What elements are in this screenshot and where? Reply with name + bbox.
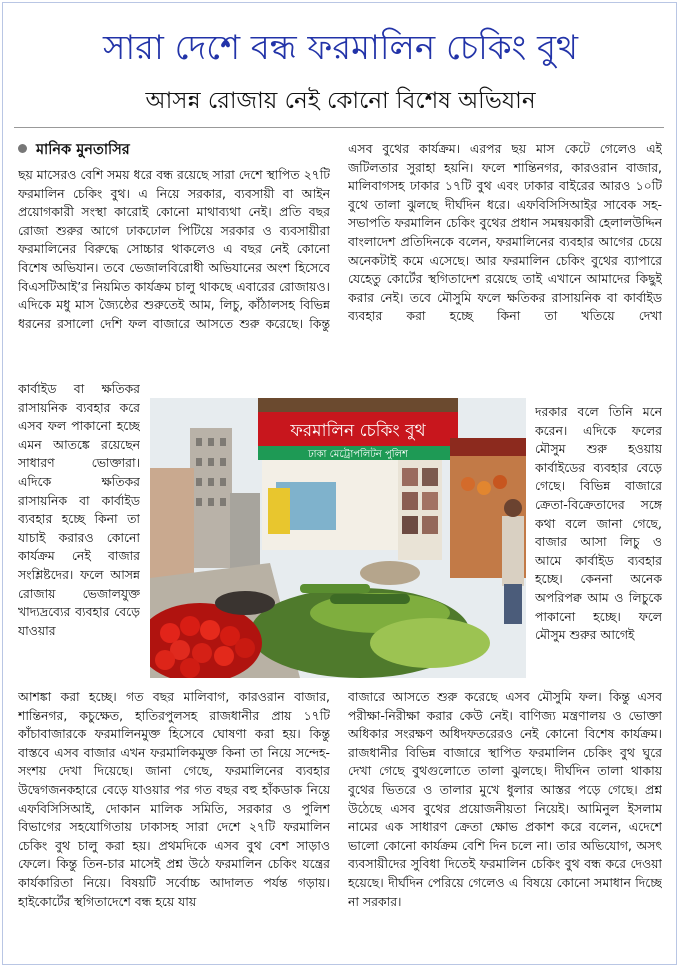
divider [14, 127, 664, 128]
booth-subsign: ঢাকা মেট্রোপলিটন পুলিশ [308, 449, 408, 460]
paragraph-5: দরকার বলে তিনি মনে করেন। এদিকে ফলের মৌসুম শুরু হওয়ায় কার্বাইডের ব্যবহার বেড়ে গেছে। বিভিন্ন বাজারে ক্রেতা-বিক্রেতাদের সঙ্গে কথা বলে জানা গেছে, বাজার আসা লিচু ও আমে কার্বাইড ব্যবহার হচ্ছে। কেননা অনেক অপরিপক্ব আম ও লিচুকে পাকানো হচ্ছে। ফলে মৌসুম শুরুর আগেই [535, 404, 662, 643]
paragraph-4: এসব বুথের কার্যক্রম। এরপর ছয় মাস কেটে গেলেও এই জটিলতার সুরাহা হয়নি। ফলে শান্তিনগর, কারওরান বাজার, মালিবাগসহ ঢাকার ১৭টি বুথ এবং ঢাকার বাইরের আরও ১০টি বুথে তালা ঝুলছে দীর্ঘদিন ধরে। এফবিসিসিআইর সাবেক সহ-সভাপতি ফরমালিন চেকিং বুথের প্রধান সমন্বয়কারী হেলালউদ্দিন বাংলাদেশ প্রতিদিনকে বলেন, ফরমালিনের ব্যবহার আগের চেয়ে অনেকটাই কমে এসেছে। আর ফরমালিন চেকিং বুথের ব্যাপারে যেহেতু কোর্টের স্থগিতাদেশ রয়েছে তাই এখানে আমাদের কিছুই করার নেই। তবে মৌসুমি ফলে ক্ষতিকর রাসায়নিক বা কার্বাইড ব্যবহার করা হচ্ছে কিনা তা খতিয়ে দেখা [348, 141, 662, 324]
subheadline: আসন্ন রোজায় নেই কোনো বিশেষ অভিযান [145, 88, 536, 114]
author-name: মানিক মুনতাসির [36, 142, 130, 158]
byline [18, 140, 130, 160]
news-photo [150, 398, 526, 678]
paragraph-1: ছয় মাসেরও বেশি সময় ধরে বন্ধ রয়েছে সারা দেশে স্থাপিত ২৭টি ফরমালিন চেকিং বুথ। এ নিয়ে সরকার, ব্যবসায়ী বা আইন প্রয়োগকারী সংস্থা কারোই কোনো মাথাব্যথা নেই। প্রতি বছর রোজা শুরুর আগে ঢাকঢোল পিটিয়ে সরকার ও ব্যবসায়ীরা ফরমালিনের বিরুদ্ধে সোচ্চার থাকলেও এ বছর নেই কোনো বিশেষ অভিযান। তবে ভেজালবিরোধী অভিযানের অংশ হিসেবে বিএসটিআই’র নিয়মিত কার্যক্রম চালু থাকছে এবারের রোজায়ও। এদিকে মধু মাস জ্যৈষ্ঠের শুরুতেই আম, লিচু, কাঁঠালসহ বিভিন্ন ধরনের রসালো দেশি ফল বাজারে আসতে শুরু করেছে। কিন্তু [18, 167, 330, 331]
paragraph-2: কার্বাইড বা ক্ষতিকর রাসায়নিক ব্যবহার করে এসব ফল পাকানো হচ্ছে এমন আতঙ্কে রয়েছেন সাধারণ ভোক্তারা। এদিকে ক্ষতিকর রাসায়নিক বা কার্বাইড ব্যবহার হচ্ছে কিনা তা যাচাই করারও কোনো কার্যক্রম নেই বাজার সংশ্লিষ্টদের। ফলে আসন্ন রোজায় ভেজালযুক্ত খাদ্যদ্রব্যের ব্যবহার বেড়ে যাওয়ার [18, 381, 140, 638]
paragraph-6: বাজারে আসতে শুরু করেছে এসব মৌসুমি ফল। কিন্তু এসব পরীক্ষা-নিরীক্ষা করার কেউ নেই। বাণিজ্য মন্ত্রণালয় ও ভোক্তা অধিকার সংরক্ষণ অধিদফতরেরও নেই কোনো বিশেষ কার্যক্রম। রাজধানীর বিভিন্ন বাজারে স্থাপিত ফরমালিন চেকিং বুথ ঘুরে দেখা গেছে বুথগুলোতে তালা ঝুলছে। দীর্ঘদিন তালা থাকায় বুথের ভিতরে ও তালার মুখে ধুলার আস্তর পড়ে গেছে। প্রশ্ন উঠেছে এসব বুথের প্রয়োজনীয়তা নিয়েই। আমিনুল ইসলাম নামের এক সাধারণ ক্রেতা ক্ষোভ প্রকাশ করে বলেন, এদেশে ভালো কোনো কার্যক্রম বেশি দিন চলে না। তার অভিযোগ, অসৎ ব্যবসায়ীদের সুবিধা দিতেই ফরমালিন চেকিং বুথ বন্ধ করে দেওয়া হয়েছে। দীর্ঘদিন পেরিয়ে গেলেও এ বিষয়ে কোনো সমাধান দিচ্ছে না সরকার। [348, 689, 662, 909]
paragraph-3: আশঙ্কা করা হচ্ছে। গত বছর মালিবাগ, কারওরান বাজার, শান্তিনগর, কচুক্ষেত, হাতিরপুলসহ রাজধানীর প্রায় ১৭টি কাঁচাবাজারকে ফরমালিনমুক্ত হিসেবে ঘোষণা করা হয়। কিন্তু বাস্তবে এসব বাজার এখন ফরমালিকমুক্ত কিনা তা নিয়ে সন্দেহ-সংশয় দেখা দিয়েছে। জানা গেছে, ফরমালিনের ব্যবহার উদ্বেগজনকহারে বেড়ে যাওয়ার পর গত বছর বহু হাঁকডাক নিয়ে এফবিসিসিআই, দোকান মালিক সমিতি, সরকার ও পুলিশ বিভাগের সহযোগিতায় ঢাকাসহ সারা দেশে ২৭টি ফরমালিন চেকিং বুথ চালু করা হয়। প্রথমদিকে এসব বুথ বেশ সাড়াও ফেলে। কিন্তু তিন-চার মাসেই প্রশ্ন উঠে ফরমালিন চেকিং যন্ত্রের কার্যকারিতা নিয়ে। বিষয়টি সর্বোচ্চ আদালত পর্যন্ত গড়ায়। হাইকোর্টের স্থগিতাদেশে বন্ধ হয়ে যায় [18, 689, 330, 909]
booth-sign: ফরমালিন চেকিং বুথ [290, 421, 426, 441]
headline: সারা দেশে বন্ধ ফরমালিন চেকিং বুথ [102, 28, 579, 68]
bullet-icon [18, 144, 27, 153]
